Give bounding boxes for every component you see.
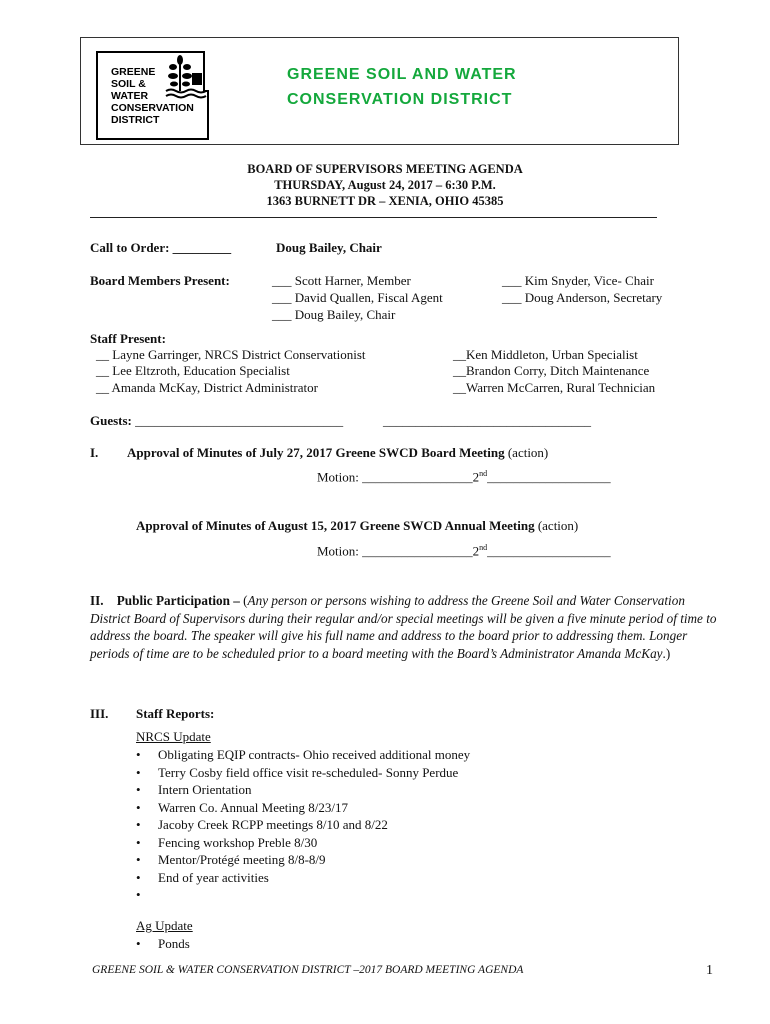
staff-present-label: Staff Present:: [90, 331, 166, 346]
motion-sup: nd: [479, 543, 488, 552]
letterhead-box: [80, 37, 679, 145]
motion-tail: ___________________: [487, 543, 611, 559]
agenda-title: BOARD OF SUPERVISORS MEETING AGENDA: [247, 162, 523, 176]
staff-member-2: __ Lee Eltzroth, Education Specialist: [96, 363, 290, 378]
section-1-item-2-title: Approval of Minutes of August 15, 2017 Greene SWCD Annual Meeting: [136, 518, 535, 533]
guests-line-1: ________________________________: [135, 413, 344, 428]
list-item: • Jacoby Creek RCPP meetings 8/10 and 8/22: [134, 816, 470, 834]
logo-text-3: WATER: [111, 90, 149, 102]
section-2-numeral: II.: [90, 593, 104, 608]
staff-member-6: __Warren McCarren, Rural Technician: [453, 380, 656, 395]
page-footer: GREENE SOIL & WATER CONSERVATION DISTRICT –2017 BOARD MEETING AGENDA: [92, 964, 524, 976]
list-item: • Intern Orientation: [134, 781, 470, 799]
staff-member-5: __Brandon Corry, Ditch Maintenance: [453, 363, 650, 378]
section-2-text: Any person or persons wishing to address the Greene Soil and Water Conservation District Board of Supervisors during their regular and/or special meetings will be given a five minute period of time to address the board. The speaker will give his full name and address to the board prior to addressing them. Longer periods of time are to be scheduled prior to a board meeting with the Board’s Administrator Amanda McKay: [90, 593, 717, 662]
agenda-address: 1363 BURNETT DR – XENIA, OHIO 45385: [266, 194, 504, 208]
board-member-2: ___ David Quallen, Fiscal Agent: [272, 290, 443, 305]
motion-tail: ___________________: [487, 469, 611, 485]
nrcs-update-list: [134, 746, 470, 904]
motion-line-2: [317, 543, 611, 559]
logo-text-5: DISTRICT: [111, 114, 160, 126]
section-2-close: .): [662, 646, 671, 662]
list-item: • Ponds: [134, 935, 190, 953]
org-title-line2: CONSERVATION DISTRICT: [287, 91, 513, 108]
section-2-heading: Public Participation –: [116, 593, 240, 608]
logo-text-4: CONSERVATION: [111, 102, 194, 114]
district-logo: [96, 51, 213, 140]
section-3-numeral: III.: [90, 706, 109, 721]
guests-line-2: ________________________________: [383, 413, 591, 428]
list-item: • Obligating EQIP contracts- Ohio received additional money: [134, 746, 470, 764]
list-item: • Mentor/Protégé meeting 8/8-8/9: [134, 851, 470, 869]
page-number: 1: [706, 963, 713, 978]
board-member-1: ___ Scott Harner, Member: [272, 273, 411, 288]
logo-text-1: GREENE: [111, 66, 156, 78]
section-2-paragraph: [90, 592, 720, 663]
list-item: [134, 886, 470, 904]
ag-update-heading: Ag Update: [136, 918, 193, 933]
logo-text-2: SOIL &: [111, 78, 146, 90]
board-member-4: ___ Kim Snyder, Vice- Chair: [502, 273, 654, 288]
list-item: • Terry Cosby field office visit re-scheduled- Sonny Perdue: [134, 764, 470, 782]
motion-label: Motion: _________________2: [317, 469, 480, 485]
section-3-heading: Staff Reports:: [136, 706, 215, 721]
section-1-item-1-title: Approval of Minutes of July 27, 2017 Greene SWCD Board Meeting: [127, 445, 505, 460]
section-1-item-2-tail: (action): [534, 518, 579, 533]
section-1-numeral: I.: [90, 445, 99, 460]
list-item: • Fencing workshop Preble 8/30: [134, 834, 470, 852]
agenda-date: THURSDAY, August 24, 2017 – 6:30 P.M.: [274, 178, 496, 192]
motion-line-1: [317, 469, 611, 485]
call-to-order-chair: Doug Bailey, Chair: [276, 240, 382, 255]
board-member-3: ___ Doug Bailey, Chair: [272, 307, 396, 322]
org-title-line1: GREENE SOIL AND WATER: [287, 66, 517, 83]
section-2-open-paren: (: [239, 593, 248, 608]
guests-row: [90, 413, 343, 429]
motion-sup: nd: [479, 469, 488, 478]
board-member-5: ___ Doug Anderson, Secretary: [502, 290, 663, 305]
ag-update-list: [134, 935, 190, 953]
list-item: • Warren Co. Annual Meeting 8/23/17: [134, 799, 470, 817]
staff-member-4: __Ken Middleton, Urban Specialist: [453, 347, 638, 362]
guests-label: Guests:: [90, 413, 132, 428]
section-1-item-1: [127, 445, 548, 461]
title-divider: [90, 217, 657, 218]
section-1-item-2: [136, 518, 578, 534]
board-members-label: Board Members Present:: [90, 273, 230, 288]
list-item: • End of year activities: [134, 869, 470, 887]
call-to-order-label: Call to Order: _________: [90, 240, 232, 255]
staff-member-3: __ Amanda McKay, District Administrator: [96, 380, 318, 395]
section-1-item-1-tail: (action): [504, 445, 549, 460]
nrcs-update-heading: NRCS Update: [136, 729, 211, 744]
motion-label: Motion: _________________2: [317, 543, 480, 559]
staff-member-1: __ Layne Garringer, NRCS District Conservationist: [96, 347, 366, 362]
